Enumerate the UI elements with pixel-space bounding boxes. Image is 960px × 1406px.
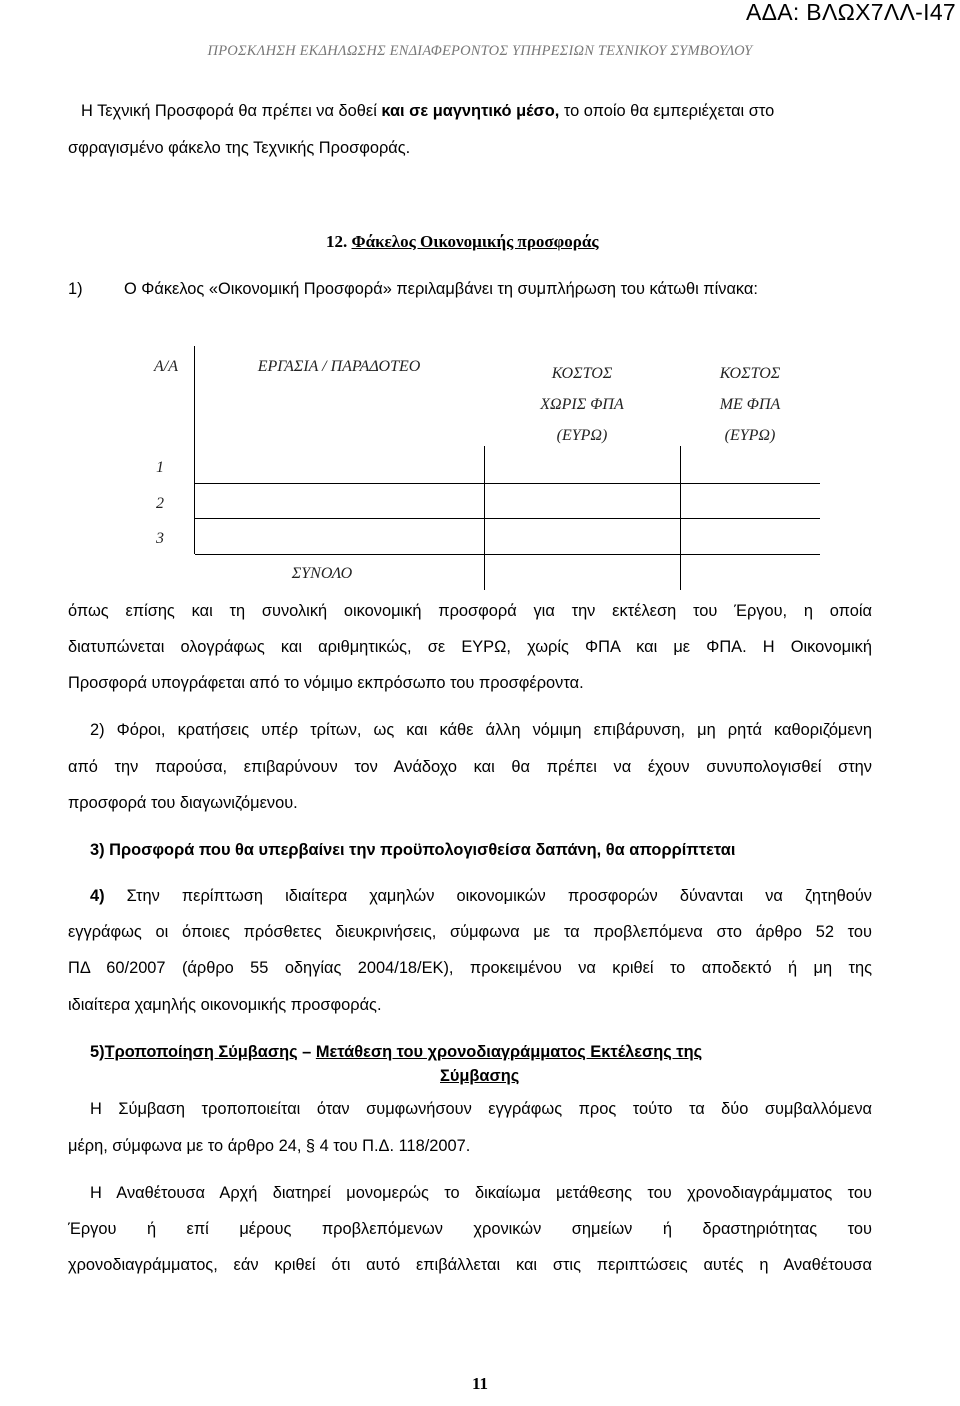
item-5-para-2-line-1: Η Αναθέτουσα Αρχή διατηρεί μονομερώς το δικαίωμα μετάθεσης του χρονοδιαγράμματος του [90, 1184, 872, 1202]
section-title: Φάκελος Οικονομικής προσφοράς [351, 232, 599, 251]
header-cost-vat-2: ΜΕ ΦΠΑ [719, 396, 781, 413]
ada-code: ΑΔΑ: ΒΛΩΧ7ΛΛ-Ι47 [745, 0, 956, 25]
row-3-aa: 3 [156, 530, 164, 547]
header-cost-vat [680, 358, 820, 451]
intro-line-1 [81, 101, 774, 121]
grid-line [195, 483, 820, 484]
item-4-number: 4) [90, 887, 105, 905]
item-5-para-2-line-2: Έργου ή επί μέρους προβλεπόμενων χρονικών σημείων ή δραστηριότητας του [68, 1220, 872, 1238]
item-5-title-c-text: Σύμβασης [440, 1067, 520, 1085]
item-4-line-1 [90, 886, 872, 906]
item-5-number: 5) [90, 1043, 105, 1061]
header-cost-vat-1: ΚΟΣΤΟΣ [719, 365, 781, 382]
row-1-aa: 1 [156, 459, 164, 476]
item-5-heading [90, 1042, 702, 1062]
header-aa: Α/Α [154, 358, 178, 375]
item-2-line-3: προσφορά του διαγωνιζόμενου. [68, 794, 298, 812]
after-table-line-3: Προσφορά υπογράφεται από το νόμιμο εκπρόσωπο του προσφέροντα. [68, 674, 584, 692]
item-2-line-2: από την παρούσα, επιβαρύνουν τον Ανάδοχο και θα πρέπει να έχουν συνυπολογισθεί στην [68, 758, 872, 776]
grid-line [195, 554, 820, 555]
item-3: 3) Προσφορά που θα υπερβαίνει την προϋπολογισθείσα δαπάνη, θα απορρίπτεται [90, 841, 736, 859]
cost-table [140, 346, 820, 590]
intro-text-a: Η Τεχνική Προσφορά θα πρέπει να δοθεί [81, 102, 382, 120]
intro-text-c: το οποίο θα εμπεριέχεται στο [559, 102, 775, 120]
header-cost-no-vat-3: (ΕΥΡΩ) [556, 427, 608, 444]
item-4-line-4: ιδιαίτερα χαμηλής οικονομικής προσφοράς. [68, 996, 382, 1014]
item-2-line-1: 2) Φόροι, κρατήσεις υπέρ τρίτων, ως και κάθε άλλη νόμιμη επιβάρυνση, μη ρητά καθοριζόμενη [90, 721, 872, 739]
item-5-title-b: Μετάθεση του χρονοδιαγράμματος Εκτέλεσης της [315, 1043, 703, 1061]
header-cost-no-vat-1: ΚΟΣΤΟΣ [551, 365, 613, 382]
item-4-line-3: ΠΔ 60/2007 (άρθρο 55 οδηγίας 2004/18/ΕΚ), προκειμένου να κριθεί το αποδεκτό ή μη της [68, 959, 872, 977]
item-5-title-a: Τροποποίηση Σύμβασης [104, 1043, 298, 1061]
header-cost-no-vat-2: ΧΩΡΙΣ ΦΠΑ [540, 396, 624, 413]
item-1-text: Ο Φάκελος «Οικονομική Προσφορά» περιλαμβάνει τη συμπλήρωση του κάτωθι πίνακα: [124, 280, 758, 298]
item-1-number: 1) [68, 280, 83, 298]
grid-line [194, 346, 195, 554]
item-5-title-c [440, 1066, 519, 1086]
after-table-line-2: διατυπώνεται ολογράφως και αριθμητικώς, σε ΕΥΡΩ, χωρίς ΦΠΑ και με ΦΠΑ. Η Οικονομική [68, 638, 872, 656]
item-5-para-1-line-1: Η Σύμβαση τροποποιείται όταν συμφωνήσουν εγγράφως προς τούτο τα δύο συμβαλλόμενα [90, 1100, 872, 1118]
item-4-text-1: Στην περίπτωση ιδιαίτερα χαμηλών οικονομικών προσφορών δύνανται να ζητηθούν [104, 887, 872, 905]
header-task: ΕΡΓΑΣΙΑ / ΠΑΡΑΔΟΤΕΟ [257, 358, 421, 375]
after-table-line-1: όπως επίσης και τη συνολική οικονομική προσφορά για την εκτέλεση του Έργου, η οποία [68, 602, 872, 620]
header-cost-vat-3: (ΕΥΡΩ) [724, 427, 776, 444]
grid-line [195, 518, 820, 519]
intro-line-2: σφραγισμένο φάκελο της Τεχνικής Προσφοράς. [68, 139, 411, 157]
intro-bold-text: και σε μαγνητικό μέσο, [381, 102, 560, 120]
page-number: 11 [471, 1374, 489, 1393]
section-number: 12. [326, 232, 348, 251]
item-4-line-2: εγγράφως οι όποιες πρόσθετες διευκρινήσεις, σύμφωνα με τα προβλεπόμενα στο άρθρο 52 του [68, 923, 872, 941]
item-5-para-2-line-3: χρονοδιαγράμματος, εάν κριθεί ότι αυτό επιβάλλεται και στις περιπτώσεις αυτές η Αναθέτουσα [68, 1256, 872, 1274]
total-label: ΣΥΝΟΛΟ [291, 565, 353, 582]
item-5-title-sep: – [297, 1043, 316, 1061]
row-2-aa: 2 [156, 495, 164, 512]
item-5-para-1-line-2: μέρη, σύμφωνα με το άρθρο 24, § 4 του Π.Δ. 118/2007. [68, 1137, 471, 1155]
section-heading-12 [326, 232, 599, 252]
header-cost-no-vat [484, 358, 680, 451]
running-header: ΠΡΟΣΚΛΗΣΗ ΕΚΔΗΛΩΣΗΣ ΕΝΔΙΑΦΕΡΟΝΤΟΣ ΥΠΗΡΕΣΙΩΝ ΤΕΧΝΙΚΟΥ ΣΥΜΒΟΥΛΟΥ [207, 43, 753, 59]
